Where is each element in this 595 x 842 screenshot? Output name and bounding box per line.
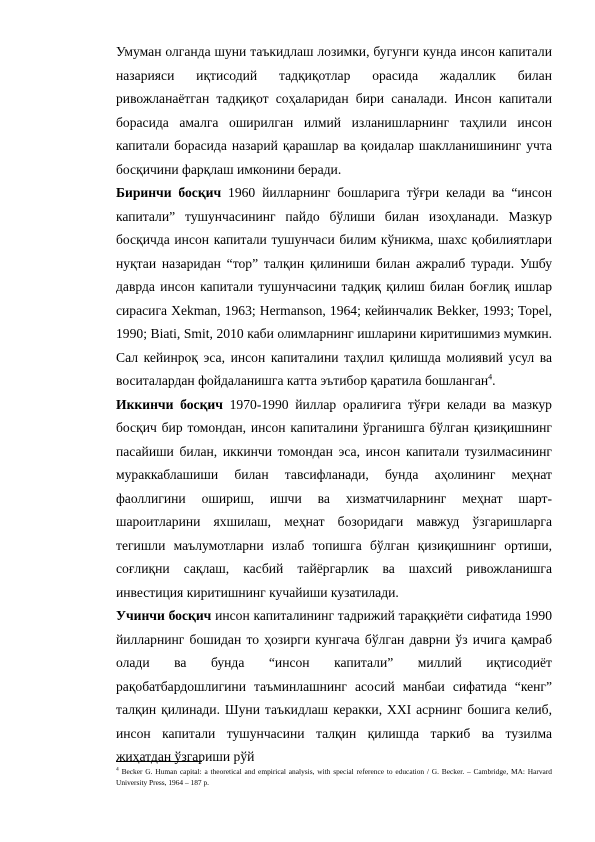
footnote (116, 767, 552, 788)
stage-two-text: 1970-1990 йиллар оралиғига тўғри келади ва мазкур босқич бир томондан, инсон капиталини ўрганишга бўлган қизиқишнинг пасайиши билан, иккинчи томондан эса, инсон капитали тузилмасининг мураккаблашиши билан тавсифланади, бунда аҳолининг меҳнат фаоллигини ошириш, ишчи ва хизматчиларнинг меҳнат шарт-шароитларини яхшилаш, меҳнат бозоридаги мавжуд ўзгаришларга тегишли маълумотларни излаб топишга бўлган қизиқишнинг ортиши, соғлиқни сақлаш, касбий тайёргарлик ва шахсий ривожланишга инвестиция киритишнинг кучайиши кузатилади. (116, 396, 552, 600)
stage-two-heading: Иккинчи босқич (116, 396, 223, 412)
footnote-reference[interactable]: 4 (488, 372, 493, 382)
stage-three-heading: Учинчи босқич (116, 608, 212, 623)
paragraph-stage-one (116, 181, 552, 393)
paragraph-stage-two (116, 393, 552, 605)
stage-three-text: инсон капиталининг тадрижий тараққиёти сифатида 1990 йилларнинг бошидан то ҳозирги кунгача бўлган даврни ўз ичига қамраб олади ва бунда “инсон капитали” миллий иқтисодиёт рақобатбардошлигини таъминлашнинг асосий манбаи сифатида “кенг” талқин қилинади. Шуни таъкидлаш керакки, XXI асрнинг бошига келиб, инсон капитали тушунчасини талқин қилишда таркиб ва тузилма жиҳатдан ўзгариши рўй (116, 608, 552, 764)
stage-one-end: . (492, 373, 496, 388)
stage-one-heading: Биринчи босқич (116, 185, 222, 200)
stage-one-text: 1960 йилларнинг бошларига тўғри келади ва “инсон капитали” тушунчасининг пайдо бўлиши билан изоҳланади. Мазкур босқичда инсон капитали тушунчаси билим кўникма, шахс қобилиятлари нуқтаи назаридан “тор” талқин қилиниши билан ажралиб туради. Ушбу даврда инсон капитали тушунчасини тадқиқ қилиш билан боғлиқ ишлар сирасига Xekman, 1963; Hermanson, 1964; кейинчалик Bekker, 1993; Topel, 1990; Biati, Smit, 2010 каби олимларнинг ишларини киритишимиз мумкин. Сал кейинроқ эса, инсон капиталини таҳлил қилишда молиявий усул ва воситалардан фойдаланишга катта эътибор қаратила бошланган (116, 185, 553, 388)
footnote-mark: 4 (116, 766, 119, 773)
paragraph-stage-three (116, 604, 552, 769)
paragraph-intro-text: Умуман олганда шуни таъкидлаш лозимки, бугунги кунда инсон капитали назарияси иқтисодий тадқиқотлар орасида жадаллик билан ривожланаётган тадқиқот соҳаларидан бири саналади. Инсон капитали борасида амалга оширилган илмий изланишларнинг таҳлили инсон капитали борасида назарий қарашлар ва қоидалар шаклланишининг учта босқичини фарқлаш имконини беради. (116, 44, 552, 177)
paragraph-intro (116, 40, 552, 181)
main-text (116, 40, 552, 769)
footnote-text: Becker G. Human capital: a theoretical and empirical analysis, with special reference to education / G. Becker. – Cambridge, MA: Harvard University Press, 1964 – 187 p. (116, 767, 552, 787)
footnote-divider (116, 761, 202, 762)
